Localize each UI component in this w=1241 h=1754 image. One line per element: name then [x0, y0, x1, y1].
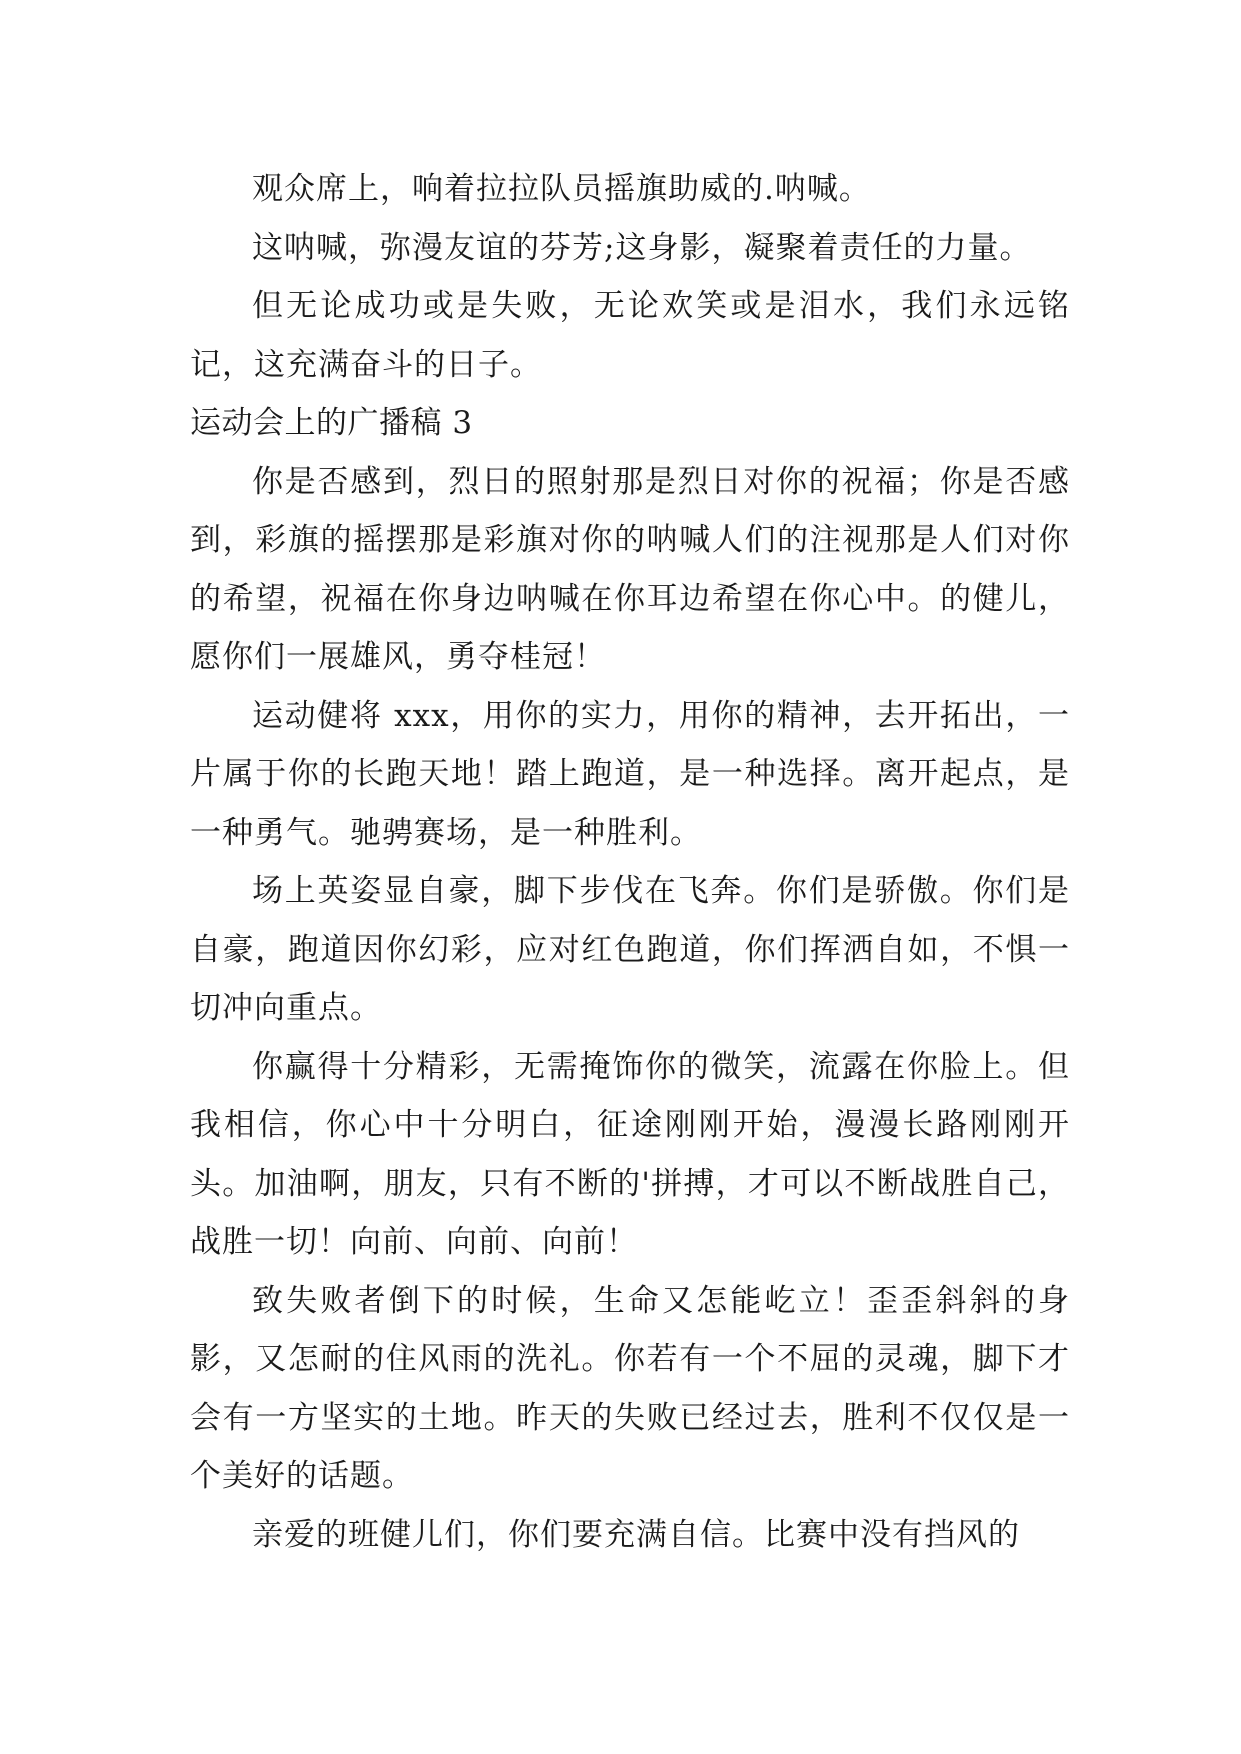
paragraph: 你是否感到，烈日的照射那是烈日对你的祝福；你是否感到，彩旗的摇摆那是彩旗对你的呐喊人们的注视那是人们对你的希望，祝福在你身边呐喊在你耳边希望在你心中。的健儿，愿你们一展雄风，勇夺桂冠！: [190, 463, 1070, 675]
document-body: [190, 160, 1070, 1564]
paragraph: 亲爱的班健儿们，你们要充满自信。比赛中没有挡风的: [252, 1516, 1020, 1553]
paragraph: 场上英姿显自豪，脚下步伐在飞奔。你们是骄傲。你们是自豪，跑道因你幻彩，应对红色跑道，你们挥洒自如，不惧一切冲向重点。: [190, 873, 1070, 1026]
paragraph: 致失败者倒下的时候，生命又怎能屹立！歪歪斜斜的身影，又怎耐的住风雨的洗礼。你若有一个不屈的灵魂，脚下才会有一方坚实的土地。昨天的失败已经过去，胜利不仅仅是一个美好的话题。: [190, 1282, 1070, 1494]
paragraph: 你赢得十分精彩，无需掩饰你的微笑，流露在你脸上。但我相信，你心中十分明白，征途刚刚开始，漫漫长路刚刚开头。加油啊，朋友，只有不断的'拼搏，才可以不断战胜自己，战胜一切！向前、向前、向前！: [190, 1048, 1070, 1260]
paragraph: 运动健将 xxx，用你的实力，用你的精神，去开拓出，一片属于你的长跑天地！踏上跑道，是一种选择。离开起点，是一种勇气。驰骋赛场，是一种胜利。: [190, 697, 1070, 851]
paragraph: 但无论成功或是失败，无论欢笑或是泪水，我们永远铭记，这充满奋斗的日子。: [190, 288, 1070, 383]
paragraph: 这呐喊，弥漫友谊的芬芳;这身影，凝聚着责任的力量。: [252, 229, 1032, 266]
section-title: 运动会上的广播稿 3: [190, 405, 473, 441]
paragraph: 观众席上，响着拉拉队员摇旗助威的.呐喊。: [252, 171, 871, 207]
